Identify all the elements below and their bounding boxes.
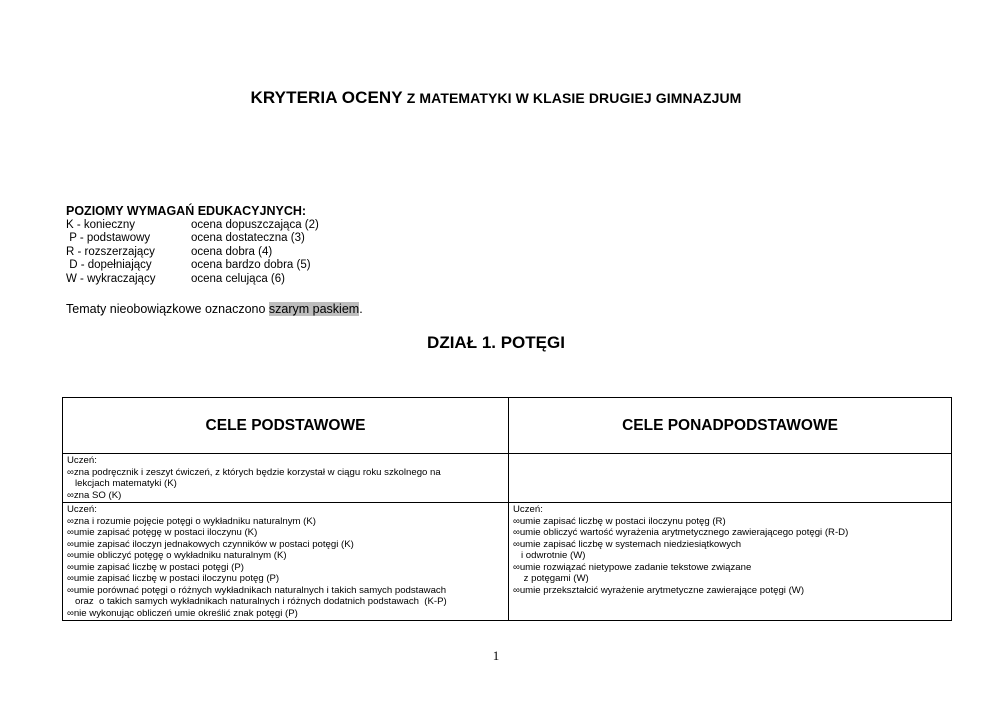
- list-item: ∞umie obliczyć potęgę o wykładniku naturalnym (K): [67, 550, 287, 561]
- level-grade: ocena dobra (4): [191, 245, 273, 258]
- level-code: R - rozszerzający: [66, 245, 155, 258]
- header-basic-goals: CELE PODSTAWOWE: [63, 398, 509, 454]
- table-header-row: [63, 398, 952, 454]
- level-row: [66, 232, 319, 246]
- cell-heading: Uczeń:: [513, 504, 543, 515]
- advanced-goals-cell-empty: [509, 454, 952, 503]
- level-grade: ocena celująca (6): [191, 272, 285, 285]
- list-item: ∞umie przekształcić wyrażenie arytmetyczne zawierające potęgi (W): [513, 584, 805, 596]
- table-row: [63, 454, 952, 503]
- list-item: ∞zna SO (K): [67, 489, 122, 501]
- level-row: [66, 219, 319, 233]
- level-grade: ocena dopuszczająca (2): [191, 218, 319, 231]
- note-text: Tematy nieobowiązkowe oznaczono: [66, 302, 269, 316]
- list-item: ∞umie zapisać liczbę w postaci iloczynu potęg (P): [67, 573, 280, 584]
- list-item: ∞umie zapisać liczbę w postaci iloczynu potęg (R): [513, 515, 726, 527]
- level-code: W - wykraczający: [66, 272, 156, 285]
- list-item: i odwrotnie (W): [513, 550, 586, 561]
- basic-goals-cell: [63, 503, 509, 621]
- list-item: ∞umie rozwiązać nietypowe zadanie tekstowe związane: [513, 561, 752, 573]
- list-item: ∞umie obliczyć wartość wyrażenia arytmetycznego zawierającego potęgi (R-D): [513, 527, 849, 538]
- level-code: P - podstawowy: [66, 232, 151, 245]
- page-number: 1: [492, 648, 500, 663]
- list-item: ∞umie zapisać potęgę w postaci iloczynu (K): [67, 527, 258, 538]
- levels-heading: POZIOMY WYMAGAŃ EDUKACYJNYCH:: [66, 204, 307, 218]
- list-item: oraz o takich samych wykładnikach naturalnych i różnych dodatnich podstawach (K-P): [67, 596, 447, 607]
- table-row: [63, 503, 952, 621]
- optional-topics-note: [66, 302, 363, 316]
- list-item: ∞zna i rozumie pojęcie potęgi o wykładniku naturalnym (K): [67, 515, 316, 527]
- basic-goals-cell: [63, 454, 509, 503]
- list-item: ∞zna podręcznik i zeszyt ćwiczeń, z których będzie korzystał w ciągu roku szkolnego na: [67, 466, 441, 478]
- list-item: ∞umie zapisać iloczyn jednakowych czynników w postaci potęgi (K): [67, 538, 354, 550]
- level-row: [66, 259, 319, 273]
- note-highlight: szarym paskiem: [268, 302, 360, 316]
- cell-heading: Uczeń:: [67, 455, 97, 466]
- list-item: ∞umie zapisać liczbę w postaci potęgi (P): [67, 561, 244, 573]
- note-end: .: [359, 302, 363, 316]
- level-grade: ocena dostateczna (3): [191, 232, 305, 245]
- list-item: ∞umie porównać potęgi o różnych wykładnikach naturalnych i takich samych podstawach: [67, 584, 447, 596]
- section-title: DZIAŁ 1. POTĘGI: [427, 333, 565, 352]
- advanced-goals-cell: [509, 503, 952, 621]
- level-code: D - dopełniający: [66, 259, 152, 272]
- cell-heading: Uczeń:: [67, 504, 97, 515]
- level-row: [66, 246, 319, 260]
- level-row: [66, 273, 319, 287]
- header-advanced-goals: CELE PONADPODSTAWOWE: [509, 398, 952, 454]
- list-item: z potęgami (W): [513, 573, 589, 584]
- levels-list: [66, 219, 319, 287]
- level-code: K - konieczny: [66, 218, 136, 231]
- level-grade: ocena bardzo dobra (5): [191, 259, 311, 272]
- title-rest: Z MATEMATYKI W KLASIE DRUGIEJ GIMNAZJUM: [402, 90, 742, 106]
- goals-table: [62, 397, 952, 621]
- document-title: [0, 88, 992, 108]
- list-item: lekcjach matematyki (K): [67, 478, 177, 489]
- title-main: KRYTERIA OCENY: [250, 88, 403, 107]
- list-item: ∞nie wykonując obliczeń umie określić znak potęgi (P): [67, 607, 298, 619]
- requirement-levels: [66, 205, 319, 287]
- list-item: ∞umie zapisać liczbę w systemach niedziesiątkowych: [513, 538, 742, 550]
